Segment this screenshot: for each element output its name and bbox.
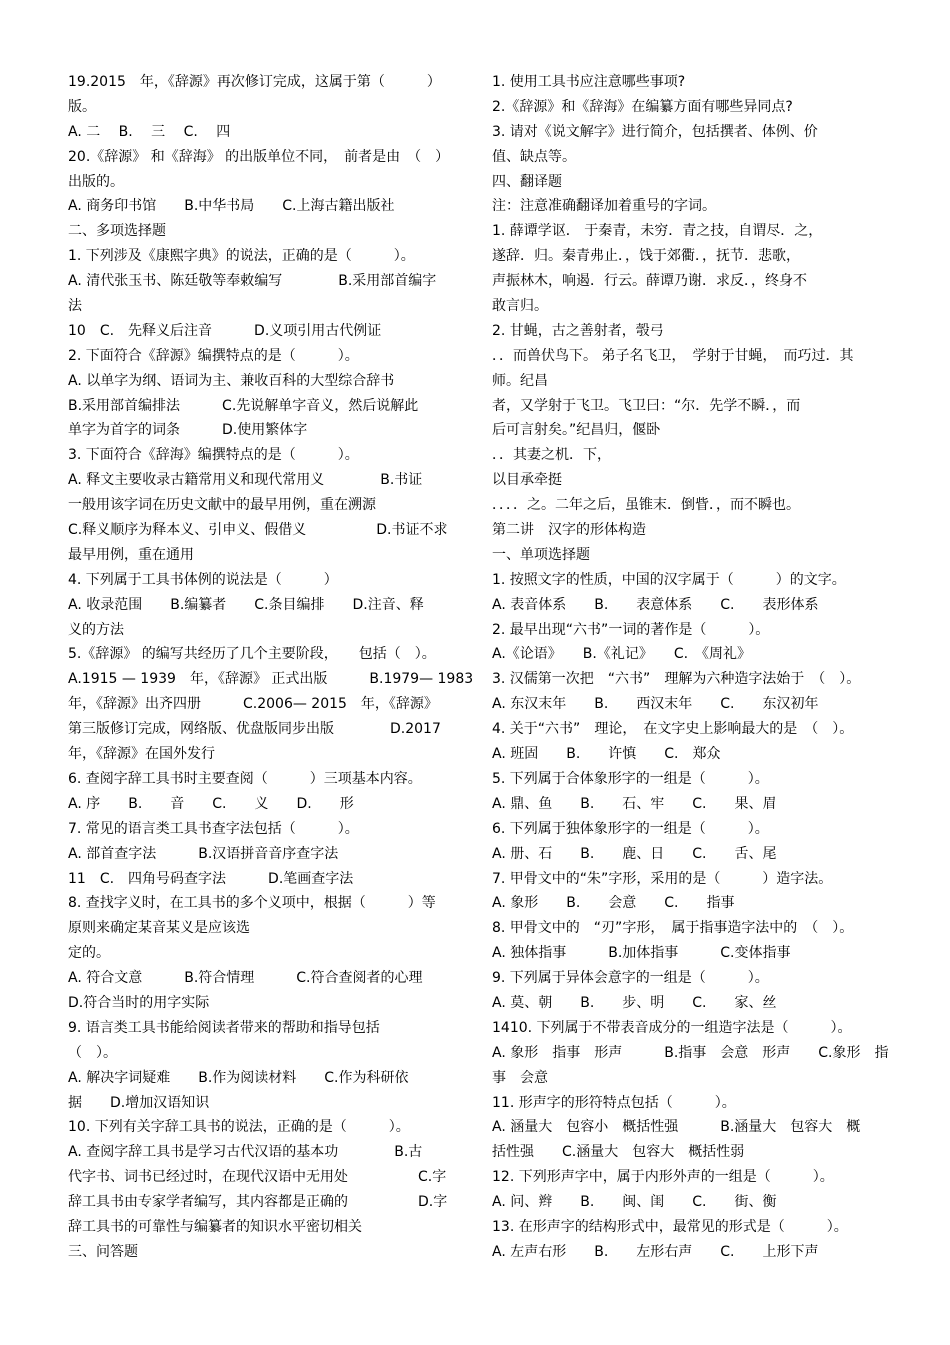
text-line: （ ）。	[68, 1044, 117, 1061]
text-line: A. 清代张玉书、陈廷敬等奉敕编写 B.采用部首编字	[68, 273, 437, 290]
text-line: A. 二 B. 三 C. 四	[68, 123, 231, 140]
text-line: 20.《辞源》 和《辞海》 的出版单位不同， 前者是由 （ ）	[68, 148, 450, 165]
text-line: 1. 下列涉及《康熙字典》的说法，正确的是（ ）。	[68, 248, 415, 265]
text-line: 9. 下列属于异体会意字的一组是（ ）。	[492, 970, 769, 987]
text-line: 11. 形声字的形符特点包括（ ）。	[492, 1094, 736, 1111]
text-line: A. 莫、朝 B. 步、明 C. 家、丝	[492, 994, 777, 1011]
text-line: 年，《辞源》在国外发行	[68, 746, 215, 763]
text-line: 第三版修订完成，网络版、优盘版同步出版 D.2017	[68, 721, 441, 738]
text-line: B.采用部首编排法 C.先说解单字音义，然后说解此	[68, 397, 419, 414]
text-line: 1410. 下列属于不带表音成分的一组造字法是（ ）。	[492, 1019, 852, 1036]
text-line: 代字书、词书已经过时，在现代汉语中无用处 C.字	[68, 1169, 447, 1186]
text-line: 3. 请对《说文解字》进行简介，包括撰者、体例、价	[492, 123, 818, 140]
text-line: 者，又学射于飞卫。飞卫曰：“尔．先学不瞬．，而	[492, 397, 801, 414]
text-line: 定的。	[68, 945, 110, 962]
text-line: 出版的。	[68, 173, 124, 190]
text-line: 1. 按照文字的性质，中国的汉字属于（ ）的文字。	[492, 571, 846, 588]
right-column	[492, 70, 892, 1265]
text-line: 事 会意	[492, 1069, 548, 1086]
text-line: 最早用例，重在通用	[68, 546, 194, 563]
text-line: A. 左声右形 B. 左形右声 C. 上形下声	[492, 1243, 819, 1260]
text-line: 2.《辞源》和《辞海》在编纂方面有哪些异同点?	[492, 98, 793, 115]
text-line: ．．其妻之机．下，	[492, 447, 611, 464]
text-line: 据 D.增加汉语知识	[68, 1094, 210, 1111]
text-line: 1. 薛谭学讴． 于秦青，未穷．青之技，自谓尽．之，	[492, 223, 823, 240]
text-line: 6. 下列属于独体象形字的一组是（ ）。	[492, 820, 769, 837]
text-line: 声振林木，响遏．行云。薛谭乃谢．求反．，终身不	[492, 273, 807, 290]
text-line: 7. 甲骨文中的“朱”字形，采用的是（ ）造字法。	[492, 870, 833, 887]
text-line: A. 释文主要收录古籍常用义和现代常用义 B.书证	[68, 472, 423, 489]
text-line: 以目承牵挺	[492, 472, 562, 489]
text-line: 辞工具书的可靠性与编纂者的知识水平密切相关	[68, 1218, 362, 1235]
text-line: 注：注意准确翻译加着重号的字词。	[492, 198, 716, 215]
text-line: A. 序 B. 音 C. 义 D. 形	[68, 795, 354, 812]
text-line: 10. 下列有关字辞工具书的说法，正确的是（ ）。	[68, 1119, 410, 1136]
text-line: 义的方法	[68, 621, 124, 638]
text-line: 年，《辞源》出齐四册 C.2006— 2015 年，《辞源》	[68, 696, 438, 713]
text-line: A. 涵量大 包容小 概括性强 B.涵量大 包容大 概	[492, 1119, 861, 1136]
text-line: 13. 在形声字的结构形式中，最常见的形式是（ ）。	[492, 1218, 848, 1235]
text-line: A. 鼎、鱼 B. 石、牢 C. 果、眉	[492, 795, 777, 812]
text-line: 7. 常见的语言类工具书查字法包括（ ）。	[68, 820, 359, 837]
text-line: 3. 汉儒第一次把 “六书” 理解为六种造字法始于 （ ）。	[492, 671, 861, 688]
text-line: 5.《辞源》 的编写共经历了几个主要阶段， 包括（ ）。	[68, 646, 436, 663]
text-line: 辞工具书由专家学者编写，其内容都是正确的 D.字	[68, 1194, 448, 1211]
text-line: 第二讲 汉字的形体构造	[492, 522, 646, 539]
text-line: A. 象形 B. 会意 C. 指事	[492, 895, 735, 912]
text-line: 19.2015 年，《辞源》再次修订完成，这属于第（ ）	[68, 74, 441, 90]
text-line: 遂辞．归。秦青弗止．，饯于郊衢．，抚节．悲歌，	[492, 248, 800, 265]
text-line: 三、问答题	[68, 1243, 138, 1260]
text-line: 值、缺点等。	[492, 148, 576, 165]
text-line: 单字为首字的词条 D.使用繁体字	[68, 422, 308, 439]
text-line: 师。纪昌	[492, 372, 548, 389]
text-line: 敢言归。	[492, 298, 548, 315]
text-line: A. 问、辫 B. 闽、闺 C. 街、衡	[492, 1194, 777, 1211]
text-line: 12. 下列形声字中，属于内形外声的一组是（ ）。	[492, 1169, 834, 1186]
text-line: 后可言射矣。”纪昌归，偃卧	[492, 422, 661, 439]
text-line: 版。	[68, 98, 96, 115]
text-line: A. 解决字词疑难 B.作为阅读材料 C.作为科研依	[68, 1069, 409, 1086]
text-line: A. 收录范围 B.编纂者 C.条目编排 D.注音、释	[68, 596, 424, 613]
text-line: 四、翻译题	[492, 173, 562, 190]
text-line: 8. 甲骨文中的 “刃”字形， 属于指事造字法中的 （ ）。	[492, 920, 854, 937]
text-line: A. 以单字为纲、语词为主、兼收百科的大型综合辞书	[68, 372, 395, 389]
text-line: 1. 使用工具书应注意哪些事项?	[492, 74, 686, 90]
text-line: 6. 查阅字辞工具书时主要查阅（ ）三项基本内容。	[68, 770, 422, 787]
text-line: 2. 甘蝇，古之善射者，彀弓	[492, 322, 664, 339]
text-line: 5. 下列属于合体象形字的一组是（ ）。	[492, 770, 769, 787]
text-line: 4. 下列属于工具书体例的说法是（ ）	[68, 571, 338, 588]
text-line: 一般用该字词在历史文献中的最早用例，重在溯源	[68, 497, 376, 514]
text-line: 原则来确定某音某义是应该选	[68, 920, 250, 937]
text-line: 2. 下面符合《辞源》编撰特点的是（ ）。	[68, 347, 359, 364]
left-column	[68, 70, 474, 1265]
text-line: 8. 查找字义时，在工具书的多个义项中，根据（ ）等	[68, 895, 436, 912]
text-line: A. 东汉末年 B. 西汉末年 C. 东汉初年	[492, 696, 819, 713]
text-line: ．．．．之。二年之后，虽锥末．倒眥．，而不瞬也。	[492, 497, 800, 514]
text-line: C.释义顺序为释本义、引申义、假借义 D.书证不求	[68, 522, 448, 539]
text-line: A. 商务印书馆 B.中华书局 C.上海古籍出版社	[68, 198, 395, 215]
text-line: A.《论语》 B.《礼记》 C. 《周礼》	[492, 646, 752, 663]
text-line: A. 表音体系 B. 表意体系 C. 表形体系	[492, 596, 819, 613]
text-line: 二、多项选择题	[68, 223, 166, 240]
text-line: 11 C. 四角号码查字法 D.笔画查字法	[68, 870, 354, 887]
text-line: D.符合当时的用字实际	[68, 994, 210, 1011]
text-line: 4. 关于“六书” 理论， 在文字史上影响最大的是 （ ）。	[492, 721, 854, 738]
text-line: A. 符合文意 B.符合情理 C.符合查阅者的心理	[68, 970, 423, 987]
text-line: A. 独体指事 B.加体指事 C.变体指事	[492, 945, 791, 962]
text-line: 法	[68, 298, 82, 315]
text-line: A. 象形 指事 形声 B.指事 会意 形声 C.象形 指	[492, 1044, 889, 1061]
text-line: 3. 下面符合《辞海》编撰特点的是（ ）。	[68, 447, 359, 464]
text-line: A. 部首查字法 B.汉语拼音音序查字法	[68, 845, 339, 862]
text-line: A. 册、石 B. 鹿、日 C. 舌、尾	[492, 845, 777, 862]
text-line: A.1915 — 1939 年，《辞源》 正式出版 B.1979— 1983	[68, 671, 474, 688]
text-line: A. 班固 B. 许慎 C. 郑众	[492, 746, 721, 763]
text-line: 一、单项选择题	[492, 546, 590, 563]
text-line: 2. 最早出现“六书”一词的著作是（ ）。	[492, 621, 770, 638]
text-line: ．．而兽伏鸟下。 弟子名飞卫， 学射于甘蝇， 而巧过．其	[492, 347, 854, 364]
text-line: 9. 语言类工具书能给阅读者带来的帮助和指导包括	[68, 1019, 380, 1036]
text-line: A. 查阅字辞工具书是学习古代汉语的基本功 B.古	[68, 1144, 423, 1161]
text-line: 10 C. 先释义后注音 D.义项引用古代例证	[68, 322, 382, 339]
text-line: 括性强 C.涵量大 包容大 概括性弱	[492, 1144, 745, 1161]
